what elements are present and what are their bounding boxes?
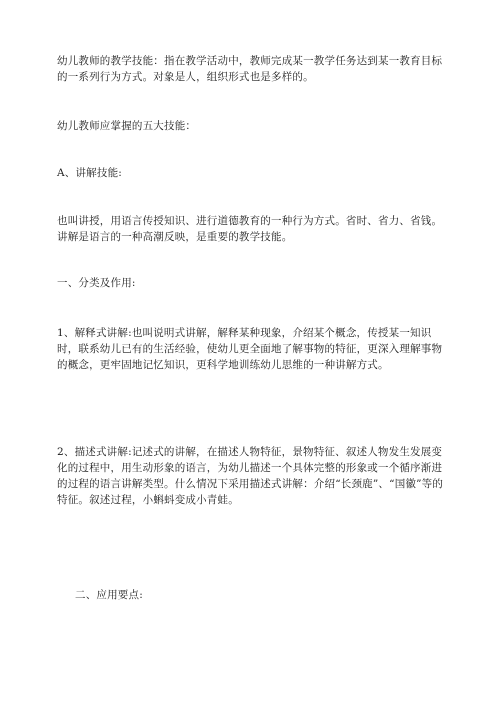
explanation-definition-paragraph: 也叫讲授，用语言传授知识、进行道德教育的一种行为方式。省时、省力、省钱。讲解是语言的一种高潮反映，是重要的教学技能。	[57, 215, 443, 243]
interpretive-explanation-paragraph: 1、解释式讲解:也叫说明式讲解，解释某种现象，介绍某个概念，传授某一知识时，联系幼儿已有的生活经验，使幼儿更全面地了解事物的特征，更深入理解事物的概念，更牢固地记忆知识，更科学地训练幼儿思维的一种讲解方式。	[57, 327, 443, 371]
section-a-heading: A、讲解技能:	[57, 167, 123, 179]
classification-heading: 一、分类及作用:	[57, 277, 136, 289]
application-points-heading: 二、应用要点:	[75, 589, 143, 601]
descriptive-explanation-paragraph: 2、描述式讲解:记述式的讲解，在描述人物特征，景物特征、叙述人物发生发展变化的过程中，用生动形象的语言，为幼儿描述一个具体完整的形象或一个循序渐进的过程的语言讲解类型。什么情况下采用描述式讲解：介绍“长颈鹿”、“国徽”等的特征。叙述过程，小蝌蚪变成小青蛙。	[57, 446, 444, 506]
five-skills-heading: 幼儿教师应掌握的五大技能：	[57, 120, 197, 132]
intro-paragraph: 幼儿教师的教学技能：指在教学活动中，教师完成某一教学任务达到某一教育目标的一系列行为方式。对象是人，组织形式也是多样的。	[57, 55, 443, 83]
